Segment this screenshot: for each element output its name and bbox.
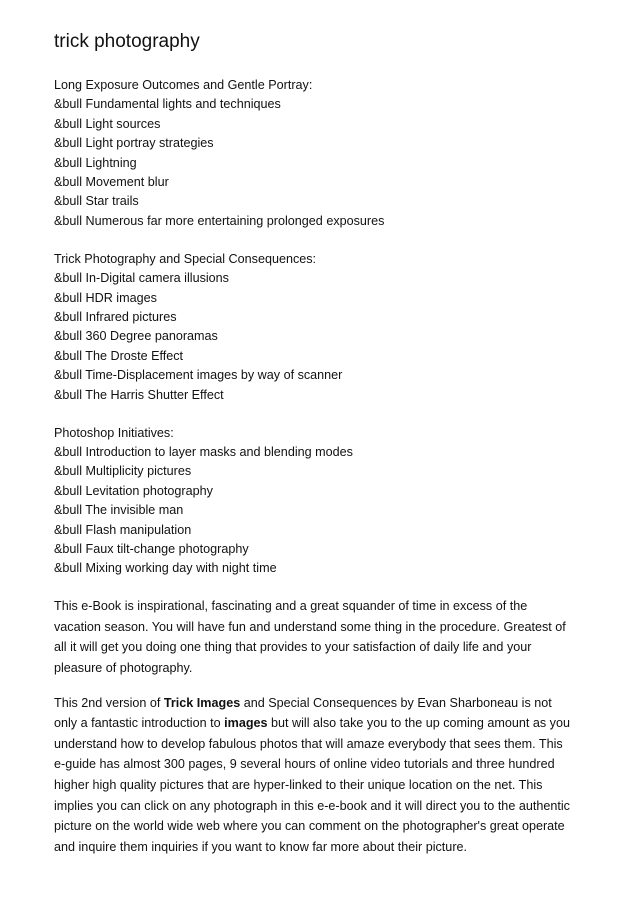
paragraph-line: e-guide has almost 300 pages, 9 several hours of online video tutorials and three hundred (54, 757, 555, 772)
keyword-link-trick-images: Trick Images (163, 695, 241, 710)
list-item: &bull 360 Degree panoramas (54, 329, 218, 344)
paragraph-line: pleasure of photography. (54, 661, 193, 676)
section-long-exposure (54, 76, 598, 231)
list-item: &bull HDR images (54, 290, 157, 305)
text-run: only a fantastic introduction to (54, 716, 225, 731)
list-item: &bull Mixing working day with night time (54, 561, 277, 576)
list-item: &bull Movement blur (54, 175, 169, 190)
list-item: &bull Lightning (54, 155, 137, 170)
paragraph-line: understand how to develop fabulous photos that will amaze everybody that sees them. This (54, 736, 563, 751)
list-item: &bull Numerous far more entertaining prolonged exposures (54, 213, 385, 228)
page-title: trick photography (54, 31, 200, 52)
text-run: and Special Consequences by Evan Sharboneau is not (240, 695, 552, 710)
paragraph-line: implies you can click on any photograph in this e-e-book and it will direct you to the authentic (54, 798, 570, 813)
list-item: &bull In-Digital camera illusions (54, 271, 229, 286)
paragraph-line: vacation season. You will have fun and understand some thing in the procedure. Greatest of (54, 619, 566, 634)
list-item: &bull The Droste Effect (54, 348, 184, 363)
keyword-link-images: images (224, 716, 268, 731)
list-item: &bull Faux tilt-change photography (54, 541, 249, 556)
list-item: &bull Infrared pictures (54, 309, 177, 324)
list-item: &bull The Harris Shutter Effect (54, 387, 224, 402)
paragraph-line (54, 713, 598, 734)
paragraph-line: and inquire them inquiries if you want to know far more about their picture. (54, 839, 468, 854)
text-run: but will also take you to the up coming amount as you (267, 716, 570, 731)
section-heading: Long Exposure Outcomes and Gentle Portray: (54, 78, 313, 92)
list-item: &bull Star trails (54, 194, 139, 209)
paragraph-line (54, 693, 598, 714)
list-item: &bull Flash manipulation (54, 522, 192, 537)
list-item: &bull Light sources (54, 116, 161, 131)
list-item: &bull Time-Displacement images by way of scanner (54, 368, 343, 383)
section-photoshop (54, 424, 598, 579)
section-heading: Trick Photography and Special Consequences: (54, 251, 317, 266)
list-item: &bull Fundamental lights and techniques (54, 97, 281, 112)
list-item: &bull Multiplicity pictures (54, 464, 192, 479)
paragraph-line: higher high quality pictures that are hyper-linked to their unique location on the net. This (54, 778, 543, 792)
list-item: &bull Light portray strategies (54, 136, 214, 151)
list-item: &bull The invisible man (54, 503, 184, 518)
section-trick-photography (54, 250, 598, 405)
body-paragraph (54, 693, 598, 858)
paragraph-line: picture on the world wide web where you can comment on the photographer's great operate (54, 819, 565, 834)
section-heading: Photoshop Initiatives: (54, 425, 174, 440)
text-run: This 2nd version of (54, 695, 164, 710)
body-paragraph (54, 596, 598, 678)
paragraph-line: This e-Book is inspirational, fascinating and a great squander of time in excess of the (54, 599, 528, 614)
list-item: &bull Introduction to layer masks and blending modes (54, 444, 353, 459)
list-item: &bull Levitation photography (54, 483, 213, 498)
paragraph-line: all it will get you doing one thing that provides to your satisfaction of daily life and your (54, 640, 532, 655)
